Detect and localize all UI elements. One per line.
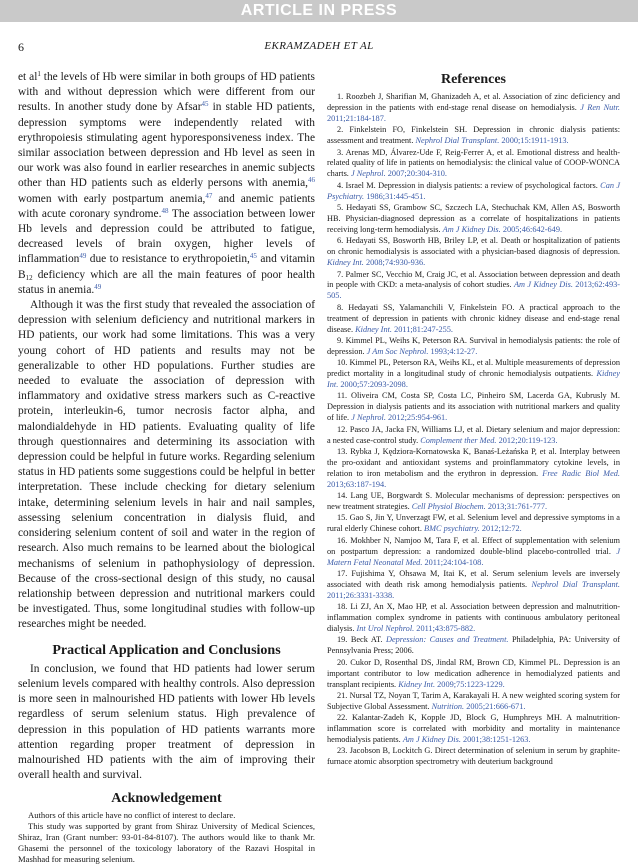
- reference-item: 21. Nursal TZ, Noyan T, Tarim A, Karakayali H. A new weighted scoring system for Subjective Global Assessment. Nutrition. 2005;21:666-671.: [327, 690, 620, 711]
- reference-item: 4. Israel M. Depression in dialysis patients: a review of psychological factors. Can J Psychiatry. 1986;31:445-451.: [327, 180, 620, 201]
- reference-item: 7. Palmer SC, Vecchio M, Craig JC, et al. Association between depression and death in people with CKD: a meta-analysis of cohort studies. Am J Kidney Dis. 2013;62:493-505.: [327, 269, 621, 301]
- reference-item: 19. Beck AT. Depression: Causes and Treatment. Philadelphia, PA: University of Pennsylvania Press; 2006.: [327, 635, 620, 656]
- reference-item: 14. Lang UE, Borgwardt S. Molecular mechanisms of depression: perspectives on new treatment strategies. Cell Physiol Biochem. 2013;31:761-777.: [327, 491, 620, 512]
- reference-item: 6. Hedayati SS, Bosworth HB, Briley LP, et al. Death or hospitalization of patients on chronic hemodialysis is associated with a physician-based diagnosis of depression. Kidney Int. 2008;74:930-936.: [327, 236, 620, 268]
- right-column: [327, 72, 620, 769]
- reference-item: 20. Cukor D, Rosenthal DS, Jindal RM, Brown CD, Kimmel PL. Depression is an important contributor to low medication adherence in hemodialyzed patients and transplant recipients. Kidney Int. 2009;75:1223-1229.: [327, 657, 620, 689]
- reference-item: 23. Jacobson B, Lockitch G. Direct determination of selenium in serum by graphite-furnace atomic absorption spectrometry with deuterium background: [327, 746, 620, 767]
- discussion-paragraph-1: et $al^1$ the levels of Hb were similar in both groups of HD patients with and without depression which were different from our results. In another study done by Afsar$^{45}$ in stable HD patients, depression symptoms were independently related with erythropoiesis stimulating agent hyporesponsiveness index. The similar association between depression and Hb level as seen in our work was also found in earlier researches in anemic subjects other than HD patients such as elderly persons with anemia,$^{46}$ women with early postpartum anemia,$^{47}$ and anemic patients with acute coronary syndrome.$^{48}$ The association between lower Hb levels and depression could be attributed to fatigue, decreased levels of brain oxygen, higher levels of inflammation$^{49}$ due to resistance to erythropoietin,$^{45}$ and vitamin $B_{12}$ deficiency which are all the main features of poor health status in anemia.$^{49}$: [18, 70, 316, 296]
- conclusions-paragraph: In conclusion, we found that HD patients had lower serum selenium levels compared with healthy controls. Also depression is more seen in malnourished HD patients with lower Hb levels regardless of serum selenium status. High prevalence of depression in this population of HD patients warrants more attention regarding proper treatment of depression in malnourished HD patients with the aim of improving their overall health and survival.: [18, 662, 315, 782]
- running-head: EKRAMZADEH ET AL: [264, 40, 374, 52]
- left-column: [18, 70, 315, 866]
- references-heading: References: [440, 72, 507, 87]
- discussion-paragraph-2: Although it was the first study that revealed the association of depression with selenium deficiency and nutritional markers in HD patients, our work had some limitations. This was a very young cohort of HD patients and results may not be generalizable to other HD populations. Further studies are needed to evaluate the association of depression with inflammatory and oxidative stress markers such as C-reactive protein, interleukin-6, tumor necrosis factor alpha, and malondialdehyde in HD patients. Evaluating quality of life through questionnaires and determining its association with depression could be helpful in future works. Regarding selenium status in HD patients some suggestions could be helpful in better interpretation. These include checking for dietary selenium intake, determining selenium levels in hair and nail samples, assessing selenium concentration in dialysis fluid, and considering selenium content of soil and water in the region of research. Also much remains to be learned about the biological mechanisms of selenium in pathophysiology of depression. Because of the cross-sectional design of this study, no causal relationship between depression and nutritional markers could be investigated. Thus, some longitudinal studies with follow-up researches might be needed.: [18, 299, 315, 631]
- section-heading-conclusions: Practical Application and Conclusions: [52, 642, 281, 658]
- reference-item: 16. Mokhber N, Namjoo M, Tara F, et al. Effect of supplementation with selenium on postpartum depression: a randomized double-blind placebo-controlled trial. J Matern Fetal Neonatal Med. 2011;24:104-108.: [327, 535, 620, 567]
- reference-item: 1. Roozbeh J, Sharifian M, Ghanizadeh A, et al. Association of zinc deficiency and depression in the patients with end-stage renal disease on hemodialysis. J Ren Nutr. 2011;21:184-187.: [327, 92, 620, 123]
- reference-item: 9. Kimmel PL, Weihs K, Peterson RA. Survival in hemodialysis patients: the role of depression. J Am Soc Nephrol. 1993;4:12-27.: [327, 335, 620, 356]
- reference-item: 5. Hedayati SS, Grambow SC, Szczech LA, Stechuchak KM, Allen AS, Bosworth HB. Physician-diagnosed depression as a correlate of hospitalizations in patients receiving long-term hemodialysis. Am J Kidney Dis. 2005;46:642-649.: [327, 203, 620, 234]
- reference-item: 2. Finkelstein FO, Finkelstein SH. Depression in chronic dialysis patients: assessment and treatment. Nephrol Dial Transplant. 2000;15:1911-1913.: [327, 125, 620, 146]
- acknowledgement-paragraph-2: This study was supported by grant from Shiraz University of Medical Sciences, Shiraz, Iran (Grant number: 93-01-84-8107). The authors would like to thank Mr. Ghasemi the personnel of the toxicology laboratory of the Razavi Hospital in Mashhad for measuring selenium.: [18, 820, 315, 865]
- article-in-press-banner: ARTICLE IN PRESS: [0, 0, 638, 22]
- page-number: 6: [18, 40, 24, 54]
- reference-item: 8. Hedayati SS, Yalamanchili V, Finkelstein FO. A practical approach to the treatment of depression in patients with chronic kidney disease and end-stage renal disease. Kidney Int. 2011;81:247-255.: [327, 302, 620, 334]
- reference-list: [327, 92, 620, 768]
- reference-item: 17. Fujishima Y, Ohsawa M, Itai K, et al. Serum selenium levels are inversely associated with death risk among hemodialysis patients. Nephrol Dial Transplant. 2011;26:3331-3338.: [327, 568, 620, 600]
- reference-item: 22. Kalantar-Zadeh K, Kopple JD, Block G, Humphreys MH. A malnutrition-inflammation score is correlated with morbidity and mortality in maintenance hemodialysis patients. Am J Kidney Dis. 2001;38:1251-1263.: [327, 713, 620, 745]
- acknowledgement-heading: Acknowledgement: [111, 791, 222, 807]
- reference-item: 12. Pasco JA, Jacka FN, Williams LJ, et al. Dietary selenium and major depression: a nested case-control study. Complement ther Med. 2012;20:119-123.: [327, 424, 620, 445]
- acknowledgement-text: [18, 810, 315, 866]
- reference-item: 10. Kimmel PL, Peterson RA, Weihs KL, et al. Multiple measurements of depression predict mortality in a longitudinal study of chronic hemodialysis outpatients. Kidney Int. 2000;57:2093-2098.: [327, 358, 620, 390]
- reference-item: 15. Gao S, Jin Y, Unverzagt FW, et al. Selenium level and depressive symptoms in a rural elderly Chinese cohort. BMC psychiatry. 2012;12:72.: [327, 513, 620, 534]
- reference-item: 11. Oliveira CM, Costa SP, Costa LC, Pinheiro SM, Lacerda GA, Kubrusly M. Depression in dialysis patients and its association with nutritional markers and quality of life. J Nephrol. 2012;25:954-961.: [327, 391, 620, 423]
- reference-item: 13. Rybka J, Kędziora-Kornatowska K, Banaś-Leżańska P, et al. Interplay between the pro-oxidant and antioxidant systems and proinflammatory cytokine levels, in relation to iron metabolism and the erythron in depression. Free Radic Biol Med. 2013;63:187-194.: [327, 447, 620, 489]
- reference-item: 18. Li ZJ, An X, Mao HP, et al. Association between depression and malnutrition-inflammation complex syndrome in patients with continuous ambulatory peritoneal dialysis. Int Urol Nephrol. 2011;43:875-882.: [327, 602, 620, 633]
- acknowledgement-paragraph-1: Authors of this article have no conflict of interest to declare.: [28, 809, 236, 820]
- reference-item: 3. Arenas MD, Álvarez-Ude F, Reig-Ferrer A, et al. Emotional distress and health-related quality of life in patients on hemodialysis: the clinical value of COOP-WONCA charts. J Nephrol. 2007;20:304-310.: [327, 147, 620, 179]
